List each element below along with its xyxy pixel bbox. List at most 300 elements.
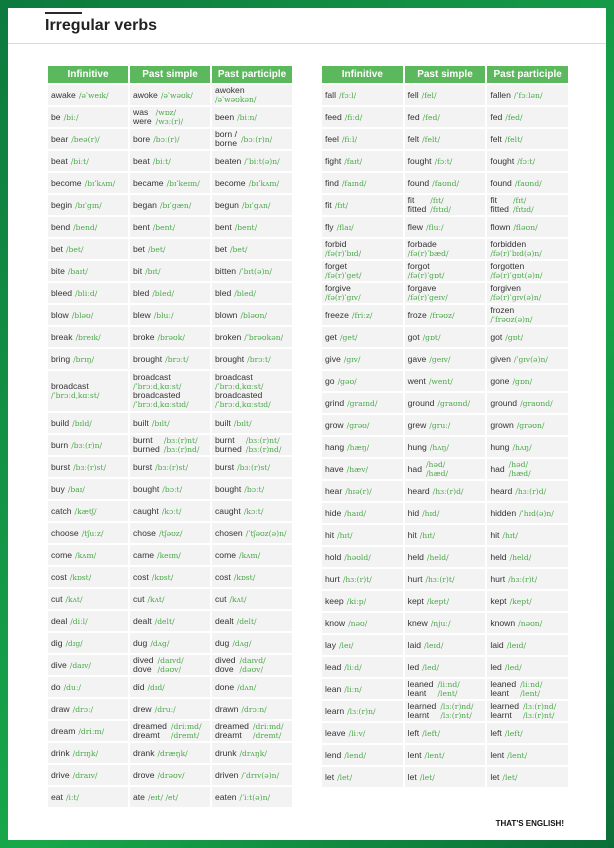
table-row — [48, 173, 292, 193]
cell-past-participle — [487, 195, 568, 215]
cell-past-participle — [212, 501, 292, 521]
cell-past-simple — [405, 679, 486, 699]
table-row — [322, 129, 568, 149]
phonetic: /lend/ — [344, 750, 367, 760]
verb-form: lean — [325, 683, 342, 694]
cell-past-simple — [405, 723, 486, 743]
phonetic: /hæv/ — [346, 464, 369, 474]
phonetic: /brəʊk/ — [157, 332, 185, 342]
phonetic: /bɔː(r)/ — [153, 134, 180, 144]
verb-form: fit fitted — [490, 195, 509, 214]
cell-past-participle — [487, 107, 568, 127]
verb-form: ate — [133, 791, 145, 802]
verb-form: bet — [51, 243, 63, 254]
phonetic: /biːn/ — [237, 112, 257, 122]
verb-form: given — [490, 353, 511, 364]
cell-past-participle — [487, 701, 568, 721]
cell-past-simple — [405, 459, 486, 479]
cell-past-participle — [487, 569, 568, 589]
cell-past-simple — [405, 415, 486, 435]
cell-past-participle — [212, 677, 292, 697]
cell-past-participle — [487, 239, 568, 259]
phonetic: /fɔːt/ — [434, 156, 453, 166]
cell-past-participle — [212, 567, 292, 587]
cell-infinitive — [322, 635, 403, 655]
verb-form: brought — [133, 353, 163, 364]
phonetic: /ˈtʃəʊz(ə)n/ — [245, 528, 287, 538]
cell-past-participle — [487, 635, 568, 655]
cell-past-participle — [212, 523, 292, 543]
verb-form: felt — [490, 133, 502, 144]
verb-form: laid — [490, 639, 504, 650]
cell-past-simple — [405, 547, 486, 567]
cell-past-simple — [405, 635, 486, 655]
table-row — [48, 239, 292, 259]
table-row — [48, 765, 292, 785]
verb-form: learn — [325, 705, 345, 716]
cell-past-participle — [487, 151, 568, 171]
cell-infinitive — [48, 633, 128, 653]
verb-form: leave — [325, 727, 346, 738]
phonetic: /went/ — [428, 376, 453, 386]
verb-form: hid — [407, 507, 420, 518]
phonetic: /fə(r)ˈgɪv/ — [325, 293, 361, 302]
phonetic: /njuː/ — [430, 618, 451, 628]
table-row — [322, 635, 568, 655]
phonetic: /faʊnd/ — [432, 178, 460, 188]
verb-form: broadcast — [133, 372, 171, 382]
cell-past-simple — [405, 195, 486, 215]
cell-past-simple — [405, 503, 486, 523]
cell-past-participle — [212, 699, 292, 719]
phonetic: /liːn/ — [344, 684, 362, 694]
table-row — [48, 195, 292, 215]
verb-form: driven — [215, 769, 239, 780]
phonetic: /fə(r)ˈgɒt/ — [407, 271, 445, 280]
phonetic: /kʌm/ — [75, 550, 97, 560]
table-row — [322, 305, 568, 325]
cell-past-participle — [212, 371, 292, 411]
verb-form: fall — [325, 89, 336, 100]
phonetic: /hɪd/ — [422, 508, 440, 518]
phonetic: /fə(r)ˈgɪv(ə)n/ — [490, 293, 542, 302]
verb-form: led — [490, 661, 502, 672]
phonetic: /ˈgɪv(ə)n/ — [513, 354, 548, 364]
cell-past-simple — [130, 567, 210, 587]
table-row — [48, 85, 292, 105]
phonetic: /felt/ — [504, 134, 523, 144]
verb-form: had — [407, 463, 422, 474]
cell-past-participle — [487, 129, 568, 149]
table-row — [322, 349, 568, 369]
cell-past-simple — [405, 283, 486, 303]
verb-form: leaned leant — [407, 679, 434, 698]
verb-form: cut — [51, 593, 63, 604]
table-row — [48, 457, 292, 477]
phonetic: /driːmd/ /dremt/ — [170, 722, 202, 740]
verb-form: dug — [133, 637, 148, 648]
verb-form: dive — [51, 659, 67, 670]
phonetic: /bɪlt/ — [233, 418, 252, 428]
phonetic: /həd/ /hæd/ — [508, 460, 531, 478]
verb-form: freeze — [325, 309, 349, 320]
phonetic: /liːv/ — [348, 728, 366, 738]
phonetic: /led/ — [504, 662, 522, 672]
phonetic: /kɔːt/ — [243, 506, 264, 516]
verb-form: fed — [490, 111, 503, 122]
verb-form: kept — [490, 595, 507, 606]
phonetic: /flaɪ/ — [336, 222, 354, 232]
cell-past-participle — [487, 547, 568, 567]
cell-past-simple — [130, 173, 210, 193]
table-row — [48, 371, 292, 411]
phonetic: /lɜː(r)nd/ /lɜː(r)nt/ — [522, 702, 557, 720]
phonetic: /bɔː(r)n/ — [240, 134, 273, 144]
cell-infinitive — [48, 283, 128, 303]
phonetic: /wɒz/ /wɜː(r)/ — [155, 108, 184, 126]
phonetic: /əˈwəʊkən/ — [215, 95, 257, 104]
table-row — [48, 677, 292, 697]
cell-past-participle — [487, 657, 568, 677]
phonetic: /bləʊ/ — [71, 310, 94, 320]
cell-infinitive — [322, 547, 403, 567]
verb-form: hung — [407, 441, 427, 452]
verb-form: came — [133, 549, 155, 560]
verbs-table-right — [320, 64, 570, 789]
phonetic: /beə(r)/ — [71, 134, 100, 144]
phonetic: /gəʊ/ — [337, 376, 357, 386]
phonetic: /driːm/ — [78, 726, 105, 736]
phonetic: forgive — [325, 283, 351, 293]
cell-infinitive — [48, 743, 128, 763]
verb-form: bought — [133, 483, 160, 494]
cell-past-participle — [487, 503, 568, 523]
verb-form: brought — [215, 353, 245, 364]
cell-past-participle — [212, 85, 292, 105]
cell-past-simple — [130, 611, 210, 631]
table-row — [48, 107, 292, 127]
cell-past-participle — [212, 457, 292, 477]
phonetic: /kʌt/ — [147, 594, 165, 604]
cell-past-simple — [405, 767, 486, 787]
verb-form: let — [490, 771, 500, 782]
phonetic: /held/ — [509, 552, 532, 562]
phonetic: /brɔːt/ — [165, 354, 189, 364]
phonetic: /bɪld/ — [72, 418, 92, 428]
cell-past-participle — [487, 481, 568, 501]
phonetic: /diːl/ — [70, 616, 88, 626]
verb-form: lent — [407, 749, 422, 760]
verb-form: bite — [51, 265, 65, 276]
cell-past-simple — [130, 787, 210, 807]
phonetic: /kept/ — [509, 596, 532, 606]
verb-form: hit — [325, 529, 335, 540]
verb-form: broke — [133, 331, 155, 342]
phonetic: /let/ — [502, 772, 518, 782]
cell-infinitive — [48, 435, 128, 455]
cell-past-simple — [130, 305, 210, 325]
verb-form: knew — [407, 617, 428, 628]
cell-past-simple — [130, 633, 210, 653]
verb-form: fight — [325, 155, 342, 166]
cell-past-simple — [130, 501, 210, 521]
verb-form: leaned leant — [490, 679, 517, 698]
verb-form: got — [490, 331, 503, 342]
header-past-participle: Past participle — [212, 66, 292, 83]
phonetic: /drɔː/ — [72, 704, 94, 714]
cell-past-simple — [130, 699, 210, 719]
cell-infinitive — [322, 393, 403, 413]
cell-infinitive — [322, 459, 403, 479]
phonetic: /driːmd/ /dremt/ — [252, 722, 284, 740]
phonetic: /held/ — [426, 552, 449, 562]
phonetic: /delt/ — [154, 616, 175, 626]
verb-form: dug — [215, 637, 230, 648]
cell-infinitive — [322, 767, 403, 787]
phonetic: /dræŋk/ — [157, 748, 188, 758]
cell-past-participle — [487, 437, 568, 457]
phonetic: /həd/ /hæd/ — [426, 460, 449, 478]
phonetic: /kʌm/ — [239, 550, 261, 560]
phonetic: /gɒt/ — [505, 332, 524, 342]
cell-infinitive — [322, 723, 403, 743]
verb-form: hold — [325, 551, 342, 562]
cell-past-simple — [130, 217, 210, 237]
phonetic: /baɪt/ — [67, 266, 88, 276]
cell-infinitive — [322, 503, 403, 523]
phonetic: /haɪd/ — [344, 508, 367, 518]
table-row — [48, 327, 292, 347]
phonetic: /drɪŋk/ — [72, 748, 99, 758]
cell-infinitive — [48, 349, 128, 369]
phonetic: /dʌn/ — [237, 682, 257, 692]
phonetic: /fel/ — [421, 90, 437, 100]
verb-form: left — [407, 727, 420, 738]
table-row — [322, 151, 568, 171]
verb-form: led — [407, 661, 420, 672]
cell-infinitive — [322, 195, 403, 215]
phonetic: /bɔːt/ — [244, 484, 265, 494]
phonetic: /hɪt/ — [419, 530, 436, 540]
table-row — [322, 437, 568, 457]
phonetic: /bend/ — [73, 222, 98, 232]
cell-past-participle — [487, 459, 568, 479]
phonetic: /kiːp/ — [346, 596, 367, 606]
cell-past-participle — [212, 743, 292, 763]
verb-form: cost — [133, 571, 149, 582]
phonetic: /fiːl/ — [341, 134, 358, 144]
phonetic: /nəʊn/ — [518, 618, 543, 628]
phonetic: /hɜː(r)d/ — [432, 486, 464, 496]
verb-form: lay — [325, 639, 336, 650]
verb-form: awoke — [133, 89, 158, 100]
verb-form: let — [325, 771, 335, 782]
phonetic: /ˈdrɪv(ə)n/ — [241, 770, 280, 780]
cell-past-simple — [130, 765, 210, 785]
phonetic: /ˈbrɔːdˌkɑːst/ — [133, 382, 182, 391]
phonetic: /hæŋ/ — [347, 442, 370, 452]
verb-form: grown — [490, 419, 514, 430]
table-row — [322, 327, 568, 347]
phonetic: /druː/ — [154, 704, 176, 714]
verb-form: hidden — [490, 507, 517, 518]
verb-form: caught — [215, 505, 241, 516]
cell-infinitive — [48, 567, 128, 587]
phonetic: /daɪvd/ /dəʊv/ — [239, 656, 266, 674]
phonetic: /bɪˈkʌm/ — [84, 178, 116, 188]
phonetic: /bɪlt/ — [151, 418, 170, 428]
phonetic: /graʊnd/ — [437, 398, 471, 408]
phonetic: /left/ — [422, 728, 441, 738]
cell-infinitive — [48, 217, 128, 237]
verb-form: awake — [51, 89, 76, 100]
verb-form: became — [133, 177, 164, 188]
phonetic: /bɜː(r)st/ — [237, 462, 271, 472]
verb-form: beat — [133, 155, 150, 166]
verb-form: grow — [325, 419, 344, 430]
verb-form: was were — [133, 107, 152, 126]
verb-form: bore — [133, 133, 151, 144]
cell-past-simple — [130, 195, 210, 215]
verb-form: hurt — [490, 573, 506, 584]
verb-form: learned learnt — [490, 701, 519, 720]
phonetic: /hɪt/ — [502, 530, 518, 540]
header-row — [48, 66, 292, 83]
phonetic: /ˈbiːt(ə)n/ — [244, 156, 280, 166]
cell-past-simple — [130, 327, 210, 347]
worksheet — [8, 8, 606, 840]
cell-past-participle — [212, 435, 292, 455]
phonetic: /bet/ — [229, 244, 248, 254]
table-row — [48, 305, 292, 325]
cell-infinitive — [322, 437, 403, 457]
cell-past-simple — [130, 107, 210, 127]
verb-form: bet — [133, 243, 145, 254]
phonetic: /hɜː(r)t/ — [425, 574, 455, 584]
phonetic: /kætʃ/ — [74, 506, 97, 516]
phonetic: /hɪə(r)/ — [345, 486, 372, 496]
phonetic: /leɪ/ — [339, 640, 354, 650]
phonetic: /hɜː(r)t/ — [342, 574, 372, 584]
verb-form: gave — [407, 353, 427, 364]
phonetic: broadcast — [51, 381, 89, 391]
cell-infinitive — [322, 657, 403, 677]
cell-past-participle — [212, 479, 292, 499]
cell-infinitive — [48, 305, 128, 325]
table-row — [322, 569, 568, 589]
verb-form: built — [133, 417, 149, 428]
cell-past-participle — [212, 195, 292, 215]
verb-form: know — [325, 617, 346, 628]
cell-past-participle — [487, 261, 568, 281]
cell-infinitive — [322, 261, 403, 281]
verb-form: bought — [215, 483, 242, 494]
phonetic: /hʌŋ/ — [512, 442, 532, 452]
verb-form: hit — [407, 529, 417, 540]
header-past-participle: Past participle — [487, 66, 568, 83]
table-row — [322, 217, 568, 237]
phonetic: /dɪd/ — [147, 682, 165, 692]
cell-past-simple — [405, 305, 486, 325]
verb-form: fed — [407, 111, 420, 122]
cell-past-participle — [212, 545, 292, 565]
phonetic: /ˈfɔːlən/ — [513, 90, 543, 100]
verb-form: begin — [51, 199, 73, 210]
verb-form: lend — [325, 749, 342, 760]
cell-past-simple — [405, 239, 486, 259]
verb-form: keep — [325, 595, 344, 606]
cell-past-simple — [130, 413, 210, 433]
phonetic: /biː/ — [63, 112, 79, 122]
phonetic: awoken — [215, 85, 245, 95]
phonetic: /gɒt/ — [422, 332, 441, 342]
verb-form: got — [407, 331, 420, 342]
verb-form: bend — [51, 221, 71, 232]
verb-form: eaten — [215, 791, 237, 802]
verb-form: feel — [325, 133, 339, 144]
phonetic: /lɜː(r)n/ — [347, 706, 376, 716]
verb-form: hang — [325, 441, 345, 452]
phonetic: /fə(r)ˈbɪd/ — [325, 249, 362, 258]
phonetic: /bled/ — [234, 288, 257, 298]
phonetic: /baɪ/ — [67, 484, 85, 494]
phonetic: /həʊld/ — [344, 552, 371, 562]
phonetic: /daɪv/ — [69, 660, 91, 670]
phonetic: /fɪt/ /fɪtɪd/ — [512, 196, 534, 214]
cell-past-participle — [487, 349, 568, 369]
table-row — [322, 547, 568, 567]
table-row — [48, 479, 292, 499]
cell-infinitive — [322, 305, 403, 325]
verb-form: drunk — [215, 747, 237, 758]
phonetic: /ˈhɪd(ə)n/ — [519, 508, 554, 518]
table-row — [322, 745, 568, 765]
table-row — [48, 129, 292, 149]
cell-infinitive — [48, 129, 128, 149]
verb-form: bit — [133, 265, 143, 276]
verb-form: dig — [51, 637, 63, 648]
verb-form: hurt — [407, 573, 423, 584]
cell-past-participle — [212, 283, 292, 303]
cell-past-simple — [405, 393, 486, 413]
cell-past-participle — [212, 261, 292, 281]
verb-form: built — [215, 417, 231, 428]
verb-form: blown — [215, 309, 238, 320]
phonetic: /geɪv/ — [429, 354, 451, 364]
phonetic: /hɜː(r)t/ — [508, 574, 538, 584]
phonetic: /fluː/ — [425, 222, 444, 232]
cell-past-participle — [487, 327, 568, 347]
table-row — [322, 261, 568, 281]
verb-form: cut — [215, 593, 227, 604]
cell-past-participle — [487, 525, 568, 545]
verb-form: heard — [407, 485, 430, 496]
cell-past-simple — [130, 349, 210, 369]
phonetic: forgave — [407, 283, 437, 293]
phonetic: forbid — [325, 239, 347, 249]
cell-past-simple — [130, 721, 210, 741]
phonetic: /frəʊz/ — [429, 310, 455, 320]
verb-form: held — [490, 551, 507, 562]
cell-past-participle — [212, 787, 292, 807]
cell-infinitive — [322, 151, 403, 171]
verb-form: ground — [407, 397, 435, 408]
verb-form: feed — [325, 111, 342, 122]
verb-form: get — [325, 331, 337, 342]
verb-form: lent — [490, 749, 505, 760]
phonetic: /bɜː(r)st/ — [155, 462, 189, 472]
table-row — [48, 567, 292, 587]
